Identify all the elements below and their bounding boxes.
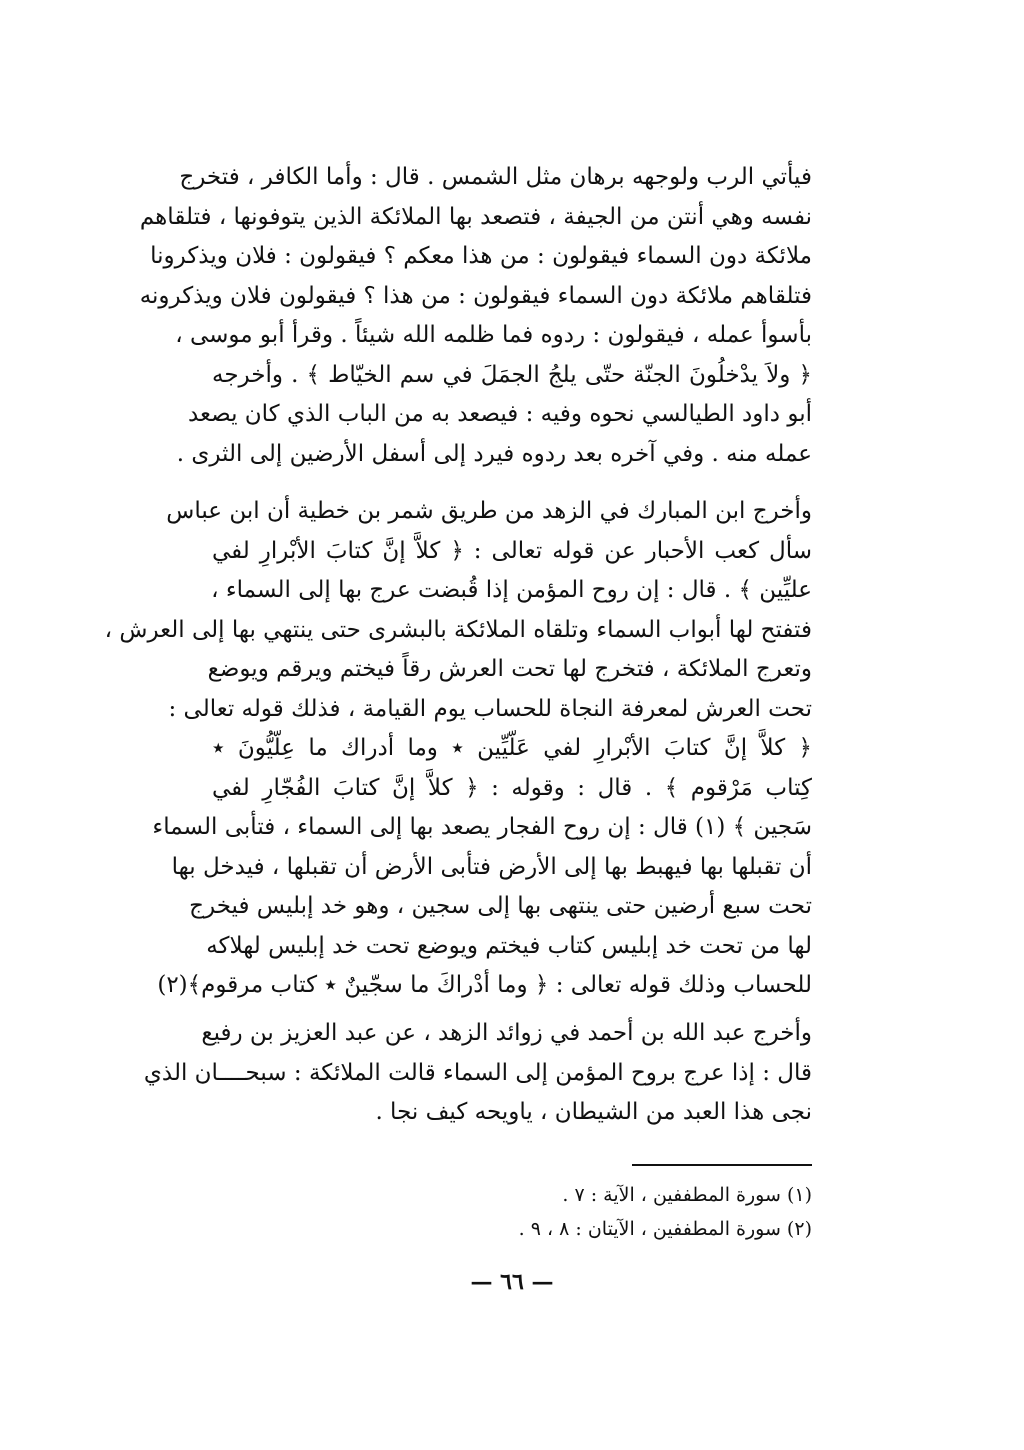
text-line: وأخرج ابن المبارك في الزهد من طريق شمر بن خطية أن ابن عباس	[166, 498, 812, 524]
paragraph-1	[139, 158, 812, 474]
text-line: عليِّين ﴾ . قال : إن روح المؤمن إذا قُبضت عرج بها إلى السماء ،	[211, 577, 812, 603]
text-line: أبو داود الطيالسي نحوه وفيه : فيصعد به من الباب الذي كان يصعد	[187, 401, 812, 427]
text-line: للحساب وذلك قوله تعالى : ﴿ وما أدْراكَ ما سجّينٌ ٭ كتاب مرقوم﴾(٢)	[157, 972, 812, 998]
text-line: سَجين ﴾ (١) قال : إن روح الفجار يصعد بها إلى السماء ، فتأبى السماء	[152, 814, 812, 840]
paragraph-2	[104, 492, 812, 1006]
text-line: وأخرج عبد الله بن أحمد في زوائد الزهد ، عن عبد العزيز بن رفيع	[201, 1020, 812, 1046]
text-line: نفسه وهي أنتن من الجيفة ، فتصعد بها الملائكة الذين يتوفونها ، فتلقاهم	[139, 203, 812, 230]
text-line: فتلقاهم ملائكة دون السماء فيقولون : من هذا ؟ فيقولون فلان ويذكرونه	[139, 282, 812, 309]
text-line: فتفتح لها أبواب السماء وتلقاه الملائكة بالبشرى حتى ينتهي بها إلى العرش ،	[104, 616, 812, 643]
text-line: أن تقبلها بها فيهبط بها إلى الأرض فتأبى الأرض أن تقبلها ، فيدخل بها	[171, 853, 812, 880]
text-line: لها من تحت خد إبليس كتاب فيختم ويوضع تحت خد إبليس لهلاكه	[206, 932, 812, 959]
text-line: تحت سبع أرضين حتى ينتهى بها إلى سجين ، وهو خد إبليس فيخرج	[189, 893, 812, 919]
footnotes	[412, 1178, 812, 1246]
text-line: ملائكة دون السماء فيقولون : من هذا معكم ؟ فيقولون : فلان ويذكرونا	[150, 243, 812, 269]
footnote-1: (١) سورة المطففين ، الآية : ٧ .	[562, 1184, 812, 1206]
text-line: نجى هذا العبد من الشيطان ، ياويحه كيف نجا .	[375, 1099, 812, 1125]
text-line: سأل كعب الأحبار عن قوله تعالى : ﴿ كلاَّ إنَّ كتابَ الأبْرارِ لفي	[212, 537, 812, 564]
text-line: ﴿ ولاَ يدْخلُونَ الجنّة حتّى يلجُ الجمَلَ في سم الخيّاط ﴾ . وأخرجه	[212, 361, 812, 388]
text-line: وتعرج الملائكة ، فتخرج لها تحت العرش رقاً فيختم ويرقم ويوضع	[207, 656, 812, 682]
text-line: فيأتي الرب ولوجهه برهان مثل الشمس . قال : وأما الكافر ، فتخرج	[179, 164, 812, 190]
text-line: ﴿ كلاَّ إنَّ كتابَ الأبْرارِ لفي عَلّيِّين ٭ وما أدراك ما عِلّيُّونَ ٭	[212, 735, 812, 761]
text-line: كِتاب مَرْقوم ﴾ . قال : وقوله : ﴿ كلاَّ إنَّ كتابَ الفُجّارِ لفي	[212, 774, 812, 801]
text-line: عمله منه . وفي آخره بعد ردوه فيرد إلى أسفل الأرضين إلى الثرى .	[176, 440, 812, 467]
footnote-2: (٢) سورة المطففين ، الآيتان : ٨ ، ٩ .	[518, 1218, 812, 1240]
text-line: تحت العرش لمعرفة النجاة للحساب يوم القيامة ، فذلك قوله تعالى :	[168, 695, 812, 722]
page-number: — ٦٦ —	[470, 1269, 554, 1295]
text-line: بأسوأ عمله ، فيقولون : ردوه فما ظلمه الله شيئاً . وقرأ أبو موسى ،	[175, 322, 812, 348]
paragraph-3	[143, 1014, 812, 1133]
text-line: قال : إذا عرج بروح المؤمن إلى السماء قالت الملائكة : سبحــــان الذي	[143, 1059, 812, 1086]
footnote-divider	[632, 1164, 812, 1166]
